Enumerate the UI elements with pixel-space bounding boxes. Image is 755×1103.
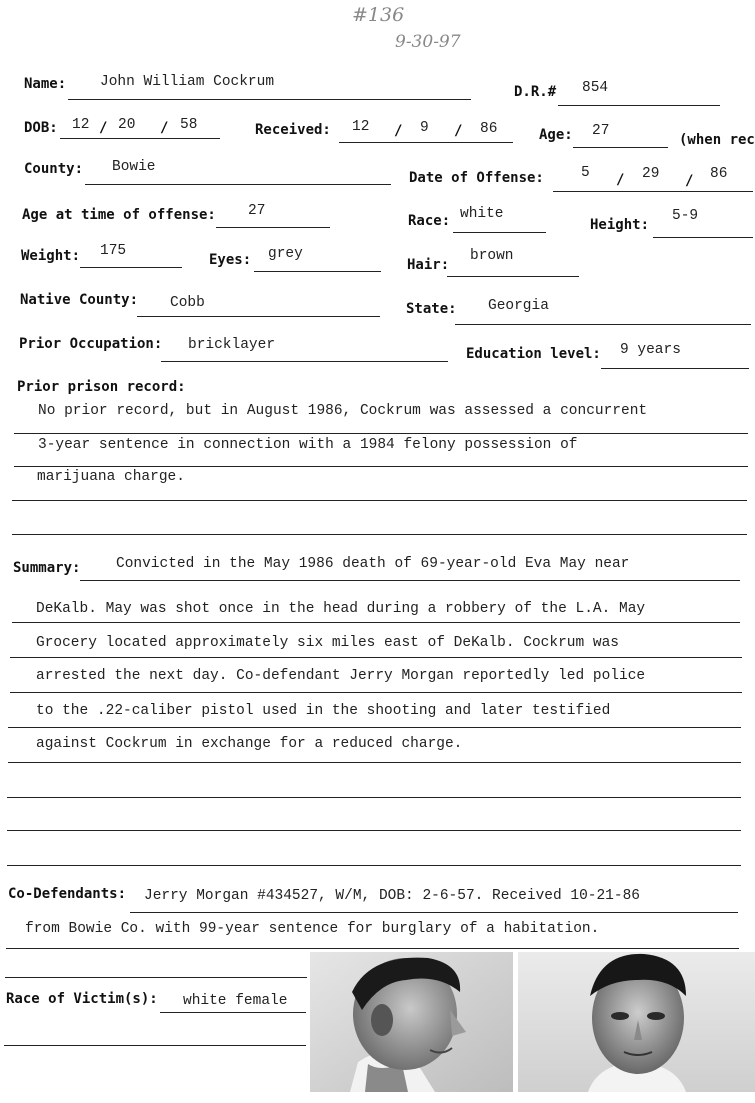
summary-rule-4 [10, 692, 742, 693]
prior-record-line-2: 3-year sentence in connection with a 1984 felony possession of [38, 437, 578, 453]
dr-label: D.R.# [514, 84, 557, 100]
prior-rule-3 [12, 500, 747, 501]
prior-record-line-1: No prior record, but in August 1986, Cockrum was assessed a concurrent [38, 403, 648, 419]
state-line [455, 324, 751, 325]
height-line [653, 237, 753, 238]
co-defendants-rule-3 [5, 977, 307, 978]
age-at-offense-value: 27 [248, 203, 266, 219]
front-portrait-graphic [518, 952, 755, 1092]
name-line [68, 99, 471, 100]
co-defendants-rule-1 [130, 912, 738, 913]
co-defendants-line-2: from Bowie Co. with 99-year sentence for burglary of a habitation. [25, 921, 600, 937]
name-label: Name: [24, 76, 67, 92]
offense-line [553, 191, 753, 192]
summary-rule-9 [7, 865, 741, 866]
summary-rule-7 [7, 797, 741, 798]
prior-occupation-value: bricklayer [188, 337, 276, 353]
state-value: Georgia [488, 298, 549, 314]
summary-line-5: to the .22-caliber pistol used in the shooting and later testified [36, 703, 611, 719]
summary-rule-1 [80, 580, 740, 581]
offense-year: 86 [710, 166, 728, 182]
education-level-value: 9 years [620, 342, 681, 358]
dr-value: 854 [582, 80, 609, 96]
prior-rule-4 [12, 534, 747, 535]
summary-rule-8 [7, 830, 741, 831]
dob-month: 12 [72, 117, 90, 133]
mugshot-front-photo [518, 952, 755, 1092]
summary-rule-2 [12, 622, 740, 623]
eyes-line [254, 271, 381, 272]
received-slash-2: / [454, 123, 463, 139]
age-line [573, 147, 668, 148]
education-level-label: Education level: [466, 346, 601, 362]
handwritten-number: #136 [352, 4, 405, 26]
prior-occupation-line [161, 361, 448, 362]
received-month: 12 [352, 119, 370, 135]
prior-rule-1 [14, 433, 748, 434]
received-day: 9 [420, 120, 429, 136]
hair-value: brown [470, 248, 514, 264]
dob-slash-1: / [99, 120, 108, 136]
dob-slash-2: / [160, 120, 169, 136]
when-received-note: (when rec [679, 132, 755, 148]
age-at-offense-line [216, 227, 330, 228]
age-at-offense-label: Age at time of offense: [22, 207, 216, 223]
weight-value: 175 [100, 243, 127, 259]
county-line [85, 184, 391, 185]
summary-line-1: Convicted in the May 1986 death of 69-year-old Eva May near [116, 556, 630, 572]
native-county-line [137, 316, 380, 317]
height-label: Height: [590, 217, 650, 233]
co-defendants-rule-2 [6, 948, 739, 949]
prior-rule-2 [14, 466, 748, 467]
victim-extra-rule [4, 1045, 306, 1046]
received-label: Received: [255, 122, 331, 138]
profile-portrait-graphic [310, 952, 513, 1092]
hair-line [447, 276, 579, 277]
prior-prison-record-label: Prior prison record: [17, 379, 186, 395]
education-level-line [601, 368, 749, 369]
dob-label: DOB: [24, 120, 58, 136]
dob-line [60, 138, 220, 139]
summary-line-4: arrested the next day. Co-defendant Jerry Morgan reportedly led police [36, 668, 646, 684]
summary-line-6: against Cockrum in exchange for a reduced charge. [36, 736, 463, 752]
offense-day: 29 [642, 166, 660, 182]
weight-label: Weight: [21, 248, 81, 264]
summary-rule-3 [10, 657, 742, 658]
offense-slash-1: / [616, 172, 625, 188]
native-county-label: Native County: [20, 292, 139, 308]
state-label: State: [406, 301, 457, 317]
prior-occupation-label: Prior Occupation: [19, 336, 163, 352]
date-of-offense-label: Date of Offense: [409, 170, 544, 186]
age-label: Age: [539, 127, 573, 143]
eyes-label: Eyes: [209, 252, 252, 268]
weight-line [80, 267, 182, 268]
mugshot-profile-photo [310, 952, 513, 1092]
dob-day: 20 [118, 117, 136, 133]
summary-label: Summary: [13, 560, 81, 576]
co-defendants-line-1: Jerry Morgan #434527, W/M, DOB: 2-6-57. Received 10-21-86 [144, 888, 640, 904]
co-defendants-label: Co-Defendants: [8, 886, 127, 902]
race-of-victims-label: Race of Victim(s): [6, 991, 158, 1007]
race-of-victims-value: white female [183, 993, 288, 1009]
name-value: John William Cockrum [100, 74, 275, 90]
received-line [339, 142, 513, 143]
summary-rule-6 [8, 762, 741, 763]
county-label: County: [24, 161, 84, 177]
county-value: Bowie [112, 159, 156, 175]
summary-line-3: Grocery located approximately six miles east of DeKalb. Cockrum was [36, 635, 619, 651]
native-county-value: Cobb [170, 295, 205, 311]
hair-label: Hair: [407, 257, 450, 273]
dr-line [558, 105, 720, 106]
received-slash-1: / [394, 123, 403, 139]
offense-slash-2: / [685, 173, 694, 189]
summary-rule-5 [8, 727, 741, 728]
offense-month: 5 [581, 165, 590, 181]
race-line [453, 232, 546, 233]
summary-line-2: DeKalb. May was shot once in the head during a robbery of the L.A. May [36, 601, 646, 617]
race-label: Race: [408, 213, 451, 229]
eyes-value: grey [268, 246, 303, 262]
prior-record-line-3: marijuana charge. [37, 469, 185, 485]
received-year: 86 [480, 121, 498, 137]
race-of-victims-line [160, 1012, 306, 1013]
height-value: 5-9 [672, 208, 699, 224]
race-value: white [460, 206, 504, 222]
age-value: 27 [592, 123, 610, 139]
handwritten-date: 9-30-97 [395, 32, 461, 52]
dob-year: 58 [180, 117, 198, 133]
